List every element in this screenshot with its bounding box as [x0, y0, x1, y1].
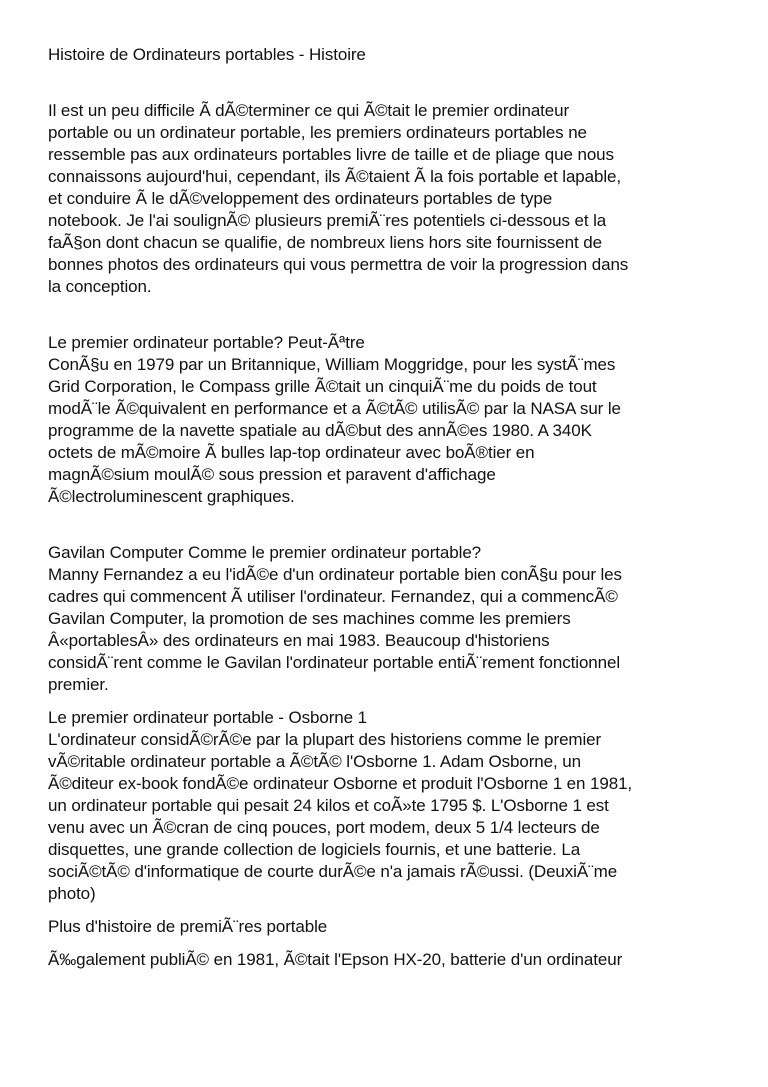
paragraph-line: vÃ©ritable ordinateur portable a Ã©tÃ© l'Osborne 1. Adam Osborne, un: [48, 752, 581, 771]
paragraph-line: L'ordinateur considÃ©rÃ©e par la plupart des historiens comme le premier: [48, 730, 602, 749]
paragraph-line: octets de mÃ©moire Ã bulles lap-top ordinateur avec boÃ®tier en: [48, 443, 535, 462]
spacer: [48, 696, 728, 707]
paragraph-line: Gavilan Computer, la promotion de ses machines comme les premiers: [48, 609, 571, 628]
section-gavilan: [48, 542, 728, 696]
paragraph-line: et conduire Ã le dÃ©veloppement des ordinateurs portables de type: [48, 189, 553, 208]
spacer: [48, 508, 728, 542]
spacer: [48, 298, 728, 332]
paragraph-line: bonnes photos des ordinateurs qui vous permettra de voir la progression dans: [48, 255, 629, 274]
section-more-history: [48, 916, 728, 938]
spacer: [48, 66, 728, 100]
section-epson: [48, 949, 728, 971]
paragraph-line: portable ou un ordinateur portable, les premiers ordinateurs portables ne: [48, 123, 587, 142]
paragraph-line: disquettes, une grande collection de logiciels fournis, et une batterie. La: [48, 840, 581, 859]
paragraph-line: considÃ¨rent comme le Gavilan l'ordinateur portable entiÃ¨rement fonctionnel: [48, 653, 621, 672]
paragraph-line: un ordinateur portable qui pesait 24 kilos et coÃ»te 1795 $. L'Osborne 1 est: [48, 796, 609, 815]
paragraph-line: cadres qui commencent Ã utiliser l'ordinateur. Fernandez, qui a commencÃ©: [48, 587, 618, 606]
paragraph-line: photo): [48, 884, 96, 903]
paragraph-line: venu avec un Ã©cran de cinq pouces, port modem, deux 5 1/4 lecteurs de: [48, 818, 600, 837]
paragraph-line: Grid Corporation, le Compass grille Ã©tait un cinquiÃ¨me du poids de tout: [48, 377, 597, 396]
paragraph-line: programme de la navette spatiale au dÃ©but des annÃ©es 1980. A 340K: [48, 421, 592, 440]
paragraph-line: Ã©lectroluminescent graphiques.: [48, 487, 295, 506]
section-heading: Plus d'histoire de premiÃ¨res portable: [48, 917, 328, 936]
section-osborne: [48, 707, 728, 905]
intro-paragraph: [48, 100, 728, 298]
paragraph-line: connaissons aujourd'hui, cependant, ils Ã©taient Ã la fois portable et lapable,: [48, 167, 622, 186]
paragraph-line: notebook. Je l'ai soulignÃ© plusieurs premiÃ¨res potentiels ci-dessous et la: [48, 211, 607, 230]
paragraph-line: sociÃ©tÃ© d'informatique de courte durÃ©e n'a jamais rÃ©ussi. (DeuxiÃ¨me: [48, 862, 618, 881]
paragraph-line: Â«portablesÂ» des ordinateurs en mai 1983. Beaucoup d'historiens: [48, 631, 550, 650]
paragraph-line: faÃ§on dont chacun se qualifie, de nombreux liens hors site fournissent de: [48, 233, 602, 252]
paragraph-line: modÃ¨le Ã©quivalent en performance et a Ã©tÃ© utilisÃ© par la NASA sur le: [48, 399, 621, 418]
section-heading: Le premier ordinateur portable? Peut-Ãªtre: [48, 333, 365, 352]
paragraph-line: Ã‰galement publiÃ© en 1981, Ã©tait l'Epson HX-20, batterie d'un ordinateur: [48, 950, 623, 969]
paragraph-line: ConÃ§u en 1979 par un Britannique, William Moggridge, pour les systÃ¨mes: [48, 355, 616, 374]
spacer: [48, 938, 728, 949]
paragraph-line: Ã©diteur ex-book fondÃ©e ordinateur Osborne et produit l'Osborne 1 en 1981,: [48, 774, 633, 793]
paragraph-line: premier.: [48, 675, 109, 694]
paragraph-line: la conception.: [48, 277, 152, 296]
paragraph-line: ressemble pas aux ordinateurs portables livre de taille et de pliage que nous: [48, 145, 614, 164]
paragraph-line: Il est un peu difficile Ã dÃ©terminer ce qui Ã©tait le premier ordinateur: [48, 101, 570, 120]
paragraph-line: magnÃ©sium moulÃ© sous pression et paravent d'affichage: [48, 465, 496, 484]
section-grid-compass: [48, 332, 728, 508]
document-title: Histoire de Ordinateurs portables - Histoire: [48, 45, 366, 64]
section-heading: Le premier ordinateur portable - Osborne 1: [48, 708, 367, 727]
document-page: [48, 44, 728, 971]
section-heading: Gavilan Computer Comme le premier ordinateur portable?: [48, 543, 482, 562]
paragraph-line: Manny Fernandez a eu l'idÃ©e d'un ordinateur portable bien conÃ§u pour les: [48, 565, 622, 584]
spacer: [48, 905, 728, 916]
